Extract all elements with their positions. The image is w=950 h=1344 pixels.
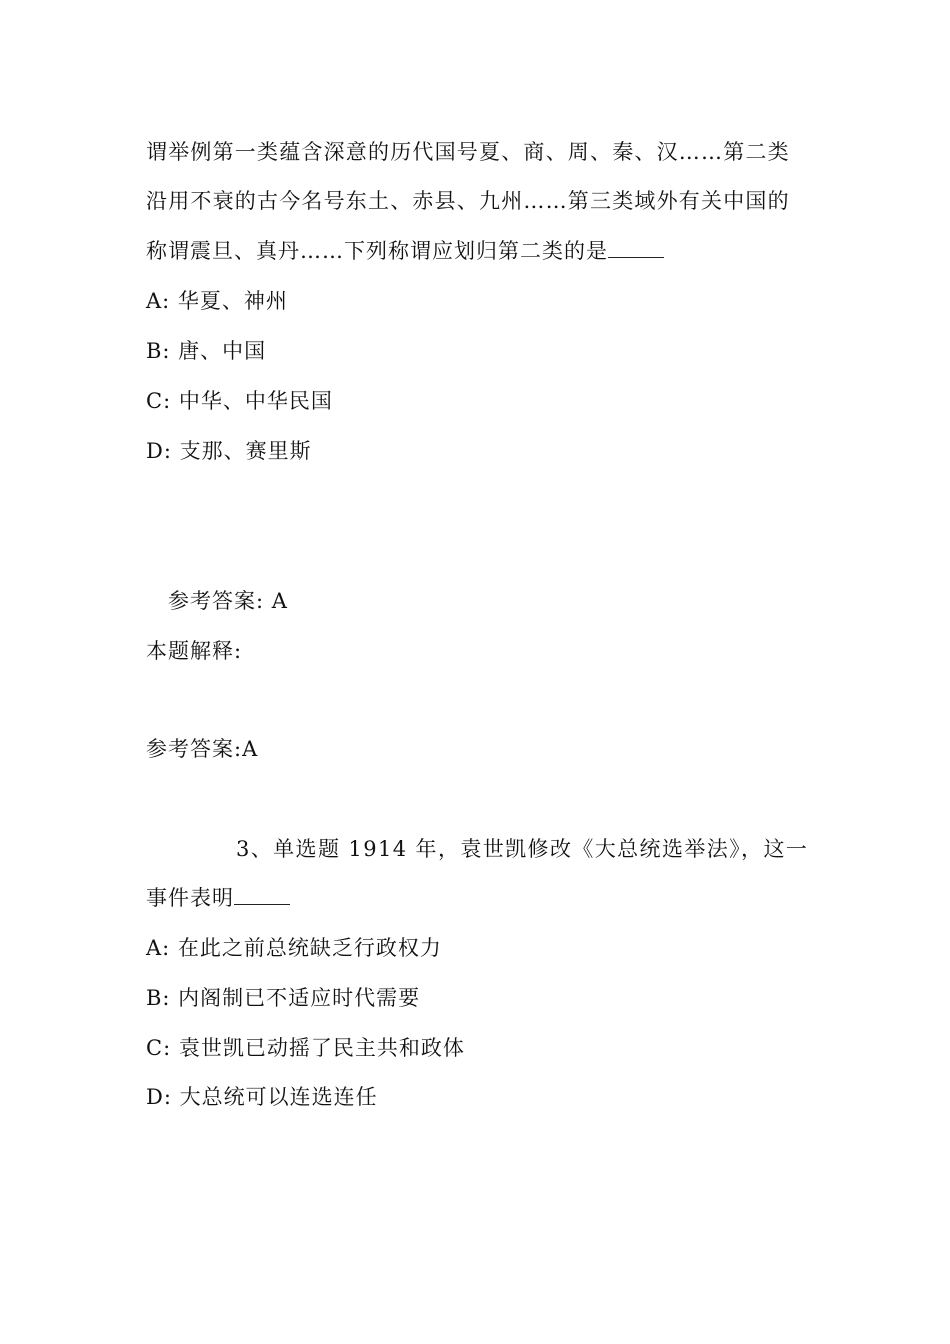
question-stem-line: 沿用不衰的古今名号东土、赤县、九州……第三类域外有关中国的 <box>146 189 790 213</box>
question-stem-line: 3、单选题 1914 年，袁世凯修改《大总统选举法》，这一 <box>236 837 809 861</box>
question-stem-line: 谓举例第一类蕴含深意的历代国号夏、商、周、秦、汉……第二类 <box>146 140 790 164</box>
question-stem-text: 事件表明 <box>146 886 234 910</box>
question-stem-text: 称谓震旦、真丹……下列称谓应划归第二类的是 <box>146 239 608 263</box>
answer-blank <box>608 239 664 258</box>
option-d: D: 大总统可以连选连任 <box>146 1085 378 1109</box>
option-a: A: 在此之前总统缺乏行政权力 <box>146 936 442 960</box>
explanation-label: 本题解释: <box>146 639 243 663</box>
option-a: A: 华夏、神州 <box>146 289 288 313</box>
option-c: C: 中华、中华民国 <box>146 389 333 413</box>
question-stem-line <box>146 237 664 265</box>
option-b: B: 唐、中国 <box>146 339 267 363</box>
reference-answer: 参考答案:A <box>146 737 259 761</box>
option-c: C: 袁世凯已动摇了民主共和政体 <box>146 1036 465 1060</box>
answer-blank <box>234 886 290 905</box>
reference-answer: 参考答案: A <box>168 589 288 613</box>
question-stem-line <box>146 884 290 912</box>
option-d: D: 支那、赛里斯 <box>146 439 312 463</box>
option-b: B: 内阁制已不适应时代需要 <box>146 986 421 1010</box>
